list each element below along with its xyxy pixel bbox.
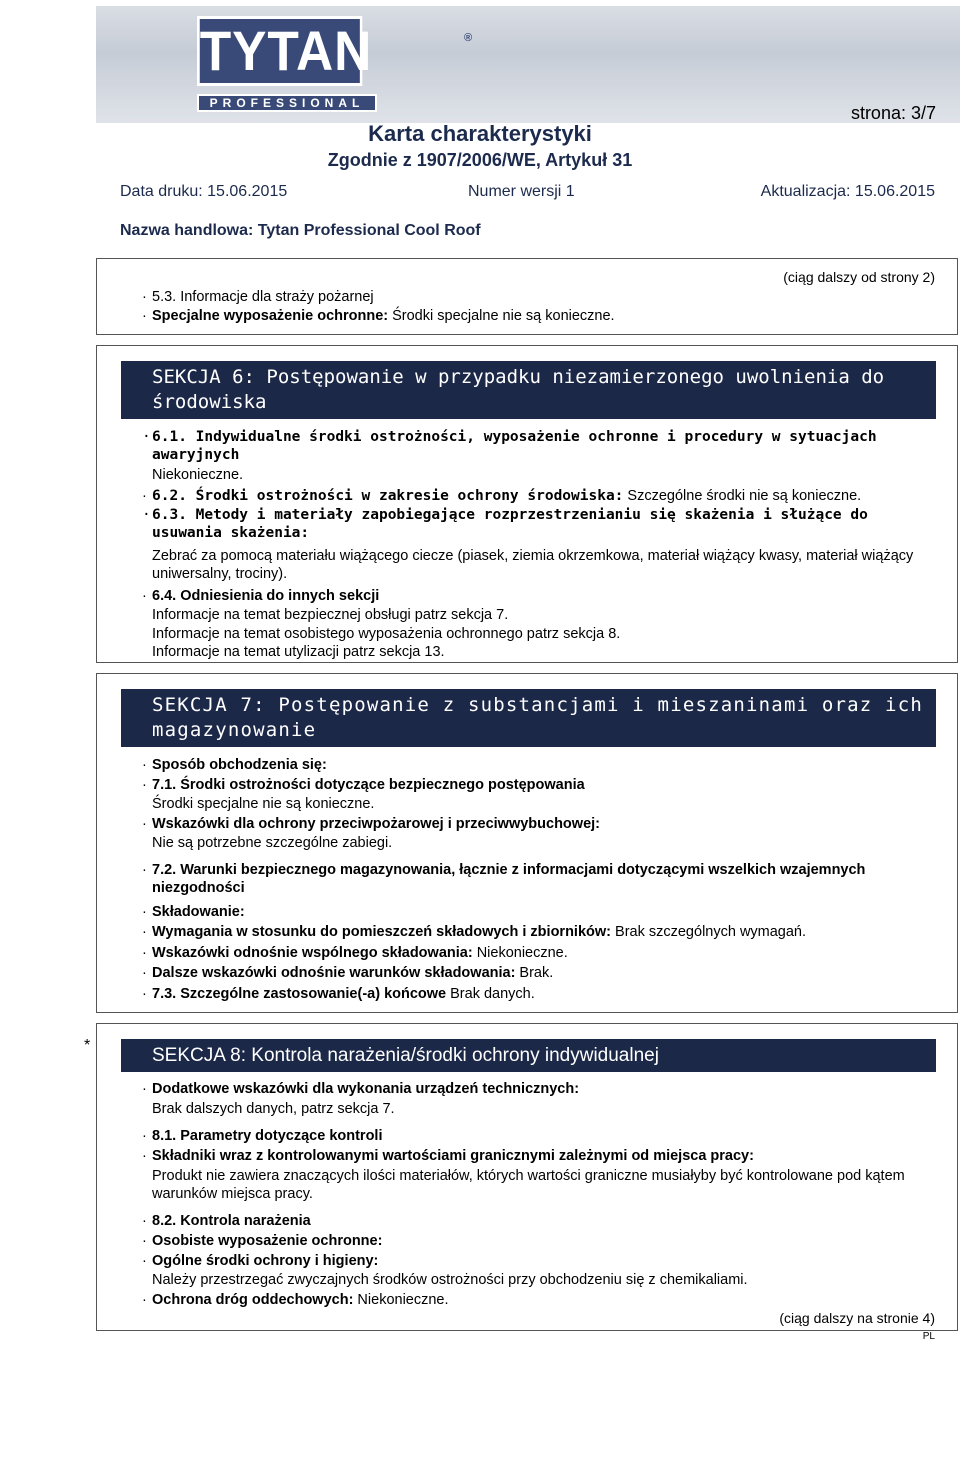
item-technical-equipment: · Dodatkowe wskazówki dla wykonania urządzeń technicznych:: [142, 1081, 580, 1097]
change-marker: *: [84, 1037, 91, 1054]
item-personal-protection: · Osobiste wyposażenie ochronne:: [142, 1233, 383, 1249]
item-8-1: · 8.1. Parametry dotyczące kontroli: [142, 1128, 383, 1144]
item-6-1: · 6.1. Indywidualne środki ostrożności, wyposażenie ochronne i procedury w sytuacjach awaryjnych: [142, 429, 877, 463]
language-code: PL: [922, 1331, 935, 1342]
continued-from: (ciąg dalszy od strony 2): [783, 269, 935, 285]
item-6-4: · 6.4. Odniesienia do innych sekcji: [142, 588, 380, 604]
item-6-3-text: Zebrać za pomocą materiału wiążącego ciecze (piasek, ziemia okrzemkowa, materiał wiążący kwasy, materiał wiążący uniwersalny, trociny).: [152, 548, 914, 582]
item-6-4-text-3: Informacje na temat utylizacji patrz sekcja 13.: [152, 644, 445, 660]
update-date: Aktualizacja: 15.06.2015: [760, 183, 935, 200]
item-hygiene: · Ogólne środki ochrony i higieny:: [142, 1253, 379, 1269]
item-respiratory-protection: · Ochrona dróg oddechowych: Niekonieczne.: [142, 1292, 449, 1308]
item-storage: · Składowanie:: [142, 904, 245, 920]
item-6-4-text-1: Informacje na temat bezpiecznej obsługi patrz sekcja 7.: [152, 607, 509, 623]
item-6-1-text: Niekonieczne.: [152, 467, 244, 483]
page-number: strona: 3/7: [850, 103, 936, 123]
section-7-banner: SEKCJA 7: Postępowanie z substancjami i mieszaninami oraz ich magazynowanie: [121, 689, 936, 747]
item-5-3: · 5.3. Informacje dla straży pożarnej: [142, 289, 374, 305]
item-limit-values: · Składniki wraz z kontrolowanymi wartościami granicznymi zależnymi od miejsca pracy:: [142, 1148, 754, 1164]
item-technical-equipment-text: Brak dalszych danych, patrz sekcja 7.: [152, 1101, 395, 1117]
print-date: Data druku: 15.06.2015: [120, 183, 288, 200]
section-6-banner: SEKCJA 6: Postępowanie w przypadku niezamierzonego uwolnienia do środowiska: [121, 361, 936, 419]
item-7-1-text: Środki specjalne nie są konieczne.: [152, 796, 375, 812]
item-7-1: · 7.1. Środki ostrożności dotyczące bezpiecznego postępowania: [142, 777, 585, 793]
item-fire-protection: · Wskazówki dla ochrony przeciwpożarowej i przeciwwybuchowej:: [142, 816, 600, 832]
item-6-4-text-2: Informacje na temat osobistego wyposażenia ochronnego patrz sekcja 8.: [152, 626, 621, 642]
item-special-equipment: · Specjalne wyposażenie ochronne: Środki specjalne nie są konieczne.: [142, 308, 615, 324]
item-hygiene-text: Należy przestrzegać zwyczajnych środków ostrożności przy obchodzeniu się z chemikaliami.: [152, 1272, 748, 1288]
logo: [96, 6, 960, 123]
section-8-banner: SEKCJA 8: Kontrola narażenia/środki ochrony indywidualnej: [121, 1039, 936, 1072]
item-storage-conditions: · Dalsze wskazówki odnośnie warunków składowania: Brak.: [142, 965, 554, 981]
version-number: Numer wersji 1: [468, 183, 575, 200]
item-fire-protection-text: Nie są potrzebne szczególne zabiegi.: [152, 835, 393, 851]
item-storage-requirements: · Wymagania w stosunku do pomieszczeń składowych i zbiorników: Brak szczególnych wymagań.: [142, 924, 807, 940]
item-6-2: · 6.2. Środki ostrożności w zakresie ochrony środowiska: Szczególne środki nie są konieczne.: [142, 488, 862, 504]
item-joint-storage: · Wskazówki odnośnie wspólnego składowania: Niekonieczne.: [142, 945, 568, 961]
item-7-2: · 7.2. Warunki bezpiecznego magazynowania, łącznie z informacjami dotyczącymi wszelkich wzajemnych niezgodności: [142, 862, 866, 896]
document-subtitle: Zgodnie z 1907/2006/WE, Artykuł 31: [327, 150, 633, 170]
logo-registered-mark: ®: [464, 32, 473, 44]
item-limit-values-text: Produkt nie zawiera znaczących ilości materiałów, których wartości graniczne musiałyby być kontrolowane pod kątem warunków miejsca pracy.: [152, 1168, 905, 1202]
trade-name: Nazwa handlowa: Tytan Professional Cool Roof: [120, 222, 481, 239]
item-8-2: · 8.2. Kontrola narażenia: [142, 1213, 311, 1229]
continued-to: (ciąg dalszy na stronie 4): [779, 1310, 935, 1326]
logo-text: TYTAN: [197, 16, 363, 86]
logo-subtitle: PROFESSIONAL: [197, 94, 377, 112]
document-title: Karta charakterystyki: [368, 121, 592, 146]
item-6-3: · 6.3. Metody i materiały zapobiegające rozprzestrzenianiu się skażenia i służące do usuwania skażenia:: [142, 507, 868, 541]
item-7-3: · 7.3. Szczególne zastosowanie(-a) końcowe Brak danych.: [142, 986, 535, 1002]
item-handling: · Sposób obchodzenia się:: [142, 757, 327, 773]
